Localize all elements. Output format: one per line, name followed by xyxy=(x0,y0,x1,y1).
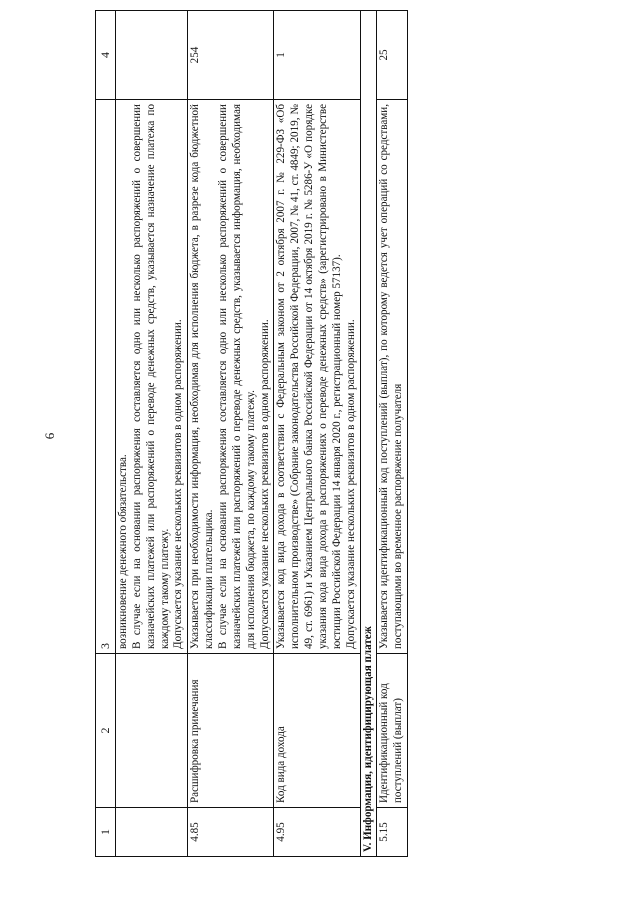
desc-paragraph: Указывается код вида дохода в соответствии с Федеральным законом от 2 октября 2007 г. № 229-ФЗ «Об исполнительном производстве» (Собрание законодательства Российской Федерации, 2007, № 41, ст. 4849; 2019, № 49, ст. 6961) и Указанием Центрального банка Российской Федерации от 14 октября 2019 г. № 5286-У «О порядке указания кода вида дохода в распоряжениях о переводе денежных средств» (зарегистрировано в Министерстве юстиции Российской Федерации 14 января 2020 г., регистрационный номер 57137). xyxy=(275,104,343,649)
row-number: 5.15 xyxy=(377,808,408,857)
rotated-table-container xyxy=(95,47,545,857)
desc-paragraph: Указывается при необходимости информация, необходимая для исполнения бюджета, в разрезе кода бюджетной классификации плательщика. xyxy=(189,104,216,649)
desc-paragraph: В случае если на основании распоряжения составляется одно или несколько распоряжений о совершении казначейских платежей или распоряжений о переводе денежных средств, указывается информация, необходимая для исполнения бюджета, по каждому такому платежу. xyxy=(217,104,257,649)
header-col-2: 2 xyxy=(96,654,116,808)
section-heading: V. Информация, идентифицирующая платеж xyxy=(360,11,377,857)
row-description: Указывается идентификационный код поступлений (выплат), по которому ведется учет операций со средствами, поступающими во временное распоряжение получателя xyxy=(377,100,408,654)
row-length: 25 xyxy=(377,11,408,100)
row-name: Расшифровка примечания xyxy=(188,654,274,808)
row-name xyxy=(116,654,188,808)
row-description xyxy=(116,100,188,654)
row-number: 4.95 xyxy=(274,808,360,857)
table-row xyxy=(274,11,360,857)
desc-paragraph: Допускается указание нескольких реквизитов в одном распоряжении. xyxy=(258,319,271,649)
row-length xyxy=(116,11,188,100)
row-name: Идентификационный код поступлений (выплат) xyxy=(377,654,408,808)
row-description xyxy=(274,100,360,654)
row-number xyxy=(116,808,188,857)
row-name: Код вида дохода xyxy=(274,654,360,808)
desc-paragraph: В случае если на основании распоряжения составляется одно или несколько распоряжений о совершении казначейских платежей или распоряжений о переводе денежных средств, указывается назначение платежа по каждому такому платежу. xyxy=(130,104,171,649)
row-number: 4.85 xyxy=(188,808,274,857)
desc-paragraph: Допускается указание нескольких реквизитов в одном распоряжении. xyxy=(172,319,185,649)
row-description xyxy=(188,100,274,654)
table-row xyxy=(116,11,188,857)
row-length: 254 xyxy=(188,11,274,100)
desc-paragraph: возникновение денежного обязательства. xyxy=(117,454,129,649)
header-col-1: 1 xyxy=(96,808,116,857)
page-number: 6 xyxy=(42,432,57,440)
section-row xyxy=(360,11,377,857)
header-col-3: 3 xyxy=(96,100,116,654)
header-col-4: 4 xyxy=(96,11,116,100)
table-row xyxy=(377,11,408,857)
table-row xyxy=(188,11,274,857)
row-length: 1 xyxy=(274,11,360,100)
desc-paragraph: Допускается указание нескольких реквизитов в одном распоряжении. xyxy=(344,319,357,649)
requisites-table xyxy=(95,10,408,857)
header-row xyxy=(96,11,116,857)
